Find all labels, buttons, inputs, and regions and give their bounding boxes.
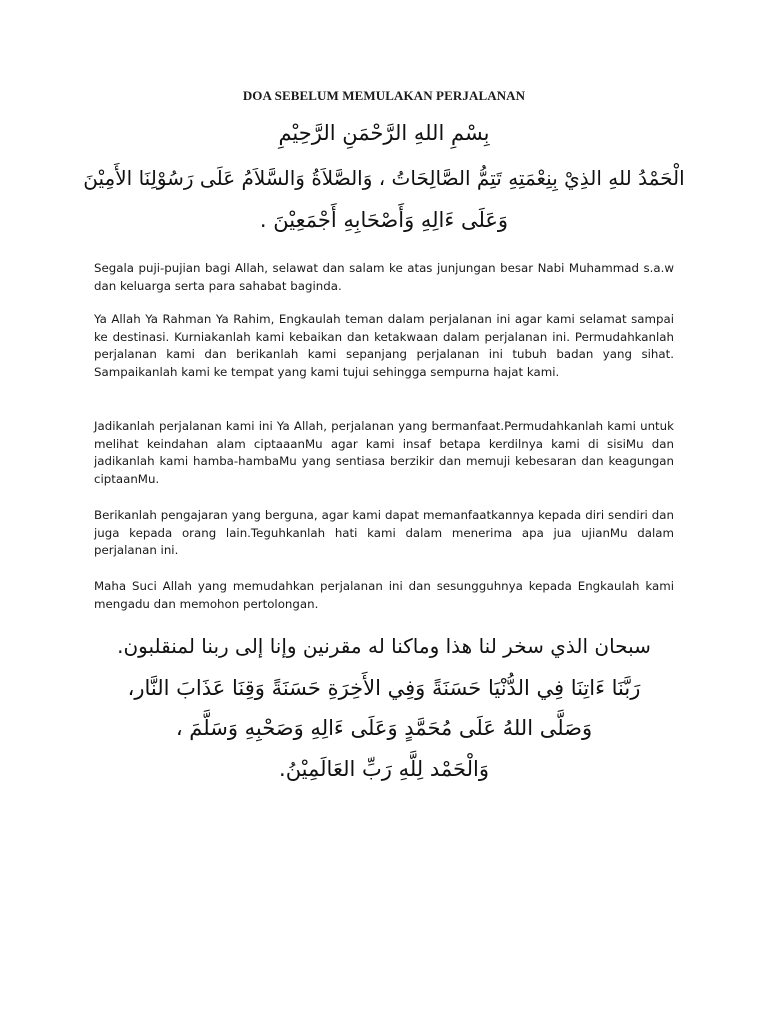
arabic-opening-praise: الْحَمْدُ للهِ الذِيْ بِنِعْمَتِهِ تَتِمُّ الصَّالِحَاتُ ، وَالصَّلاَةُ وَالسَّلاَمُ عَلَى رَسُوْلِنَا الأَمِيْنَ <box>83 166 685 190</box>
arabic-salawat: وَصَلَّى اللهُ عَلَى مُحَمَّدٍ وَعَلَى ءَالِهِ وَصَحْبِهِ وَسَلَّمَ ، <box>175 716 593 740</box>
document-title: DOA SEBELUM MEMULAKAN PERJALANAN <box>242 88 526 103</box>
arabic-travel-verse: سبحان الذي سخر لنا هذا وماكنا له مقرنين وإنا إلى ربنا لمنقلبون. <box>117 634 651 658</box>
paragraph-beneficial-journey: Jadikanlah perjalanan kami ini Ya Allah, perjalanan yang bermanfaat.Permudahkanlah kami untuk melihat keindahan alam ciptaaanMu agar kami insaf betapa kerdilnya kami di sisiMu dan jadikanlah kami hamba-hambaMu yang sentiasa berzikir dan memuji kebesaran dan keagungan ciptaanMu. <box>94 419 674 486</box>
arabic-alhamdulillah: وَالْحَمْد لِلَّهِ رَبِّ العَالَمِيْنُ. <box>279 757 489 781</box>
paragraph-praise: Segala puji-pujian bagi Allah, selawat dan salam ke atas junjungan besar Nabi Muhammad s.a.w dan keluarga serta para sahabat baginda. <box>94 261 674 293</box>
paragraph-journey-companion: Ya Allah Ya Rahman Ya Rahim, Engkaulah teman dalam perjalanan ini agar kami selamat sampai ke destinasi. Kurniakanlah kami kebaikan dan ketakwaan dalam perjalanan ini. Permudahkanlah perjalanan kami dan berikanlah kami sepanjang perjalanan ini tubuh badan yang sihat. Sampaikanlah kami ke tempat yang kami tujui sehingga sempurna hajat kami. <box>94 312 674 379</box>
paragraph-lessons: Berikanlah pengajaran yang berguna, agar kami dapat memanfaatkannya kepada diri sendiri dan juga kepada orang lain.Teguhkanlah hati kami dalam menerima apa jua ujianMu dalam perjalanan ini. <box>94 508 674 558</box>
arabic-basmalah: بِسْمِ اللهِ الرَّحْمَنِ الرَّحِيْمِ <box>278 121 490 145</box>
paragraph-glory: Maha Suci Allah yang memudahkan perjalanan ini dan sesungguhnya kepada Engkaulah kami mengadu dan memohon pertolongan. <box>94 579 674 611</box>
arabic-opening-companions: وَعَلَى ءَالِهِ وَأَصْحَابِهِ أَجْمَعِيْنَ . <box>259 208 509 232</box>
arabic-rabbana-dua: رَبَّنَا ءَاتِنَا فِي الدُّنْيَا حَسَنَةً وَفِي الأَخِرَةِ حَسَنَةً وَقِنَا عَذَابَ النَّار، <box>127 676 641 700</box>
